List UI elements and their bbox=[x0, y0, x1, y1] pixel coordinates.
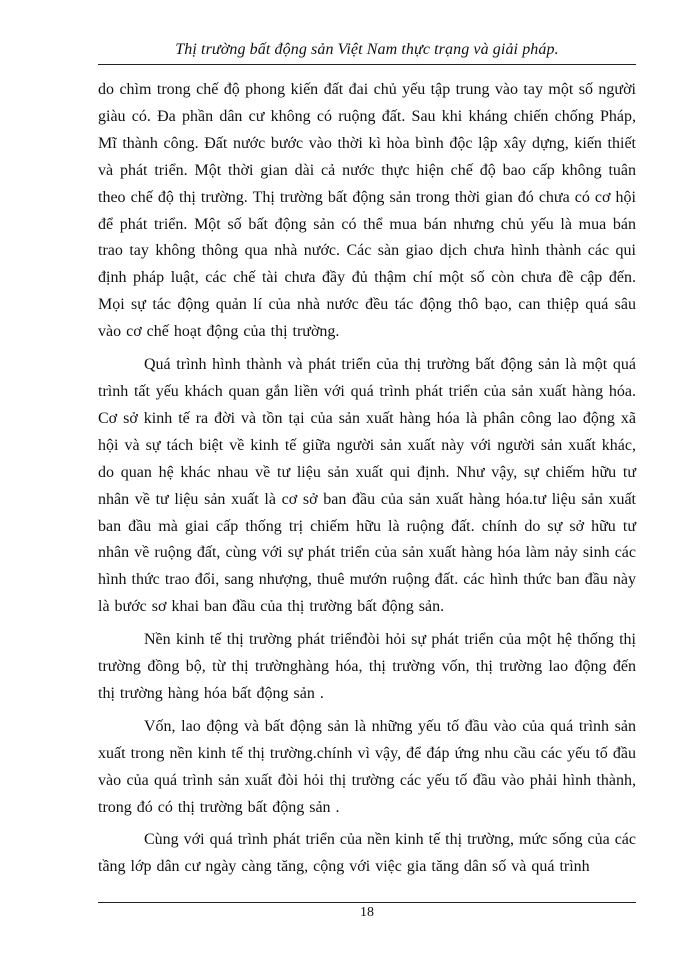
header-divider bbox=[98, 64, 636, 65]
paragraph-4: Vốn, lao động và bất động sản là những yếu tố đầu vào của quá trình sản xuất trong nền kinh tế thị trường.chính vì vậy, để đáp ứng nhu cầu các yếu tố đầu vào của quá trình sản xuất đòi hỏi thị trường các yếu tố đầu vào phải hình thành, trong đó có thị trường bất động sản . bbox=[98, 717, 636, 816]
footer-divider bbox=[98, 902, 636, 903]
page-number: 18 bbox=[360, 905, 374, 920]
running-header: Thị trường bất động sản Việt Nam thực trạng và giải pháp. bbox=[175, 41, 559, 58]
paragraph-2: Quá trình hình thành và phát triển của thị trường bất động sản là một quá trình tất yếu khách quan gắn liền với quá trình phát triển của sản xuất hàng hóa. Cơ sở kinh tế ra đời và tồn tại của sản xuất hàng hóa là phân công lao động xã hội và sự tách biệt về kinh tế giữa người sản xuất này với người sản xuất khác, do quan hệ khác nhau về tư liệu sản xuất qui định. Như vậy, sự chiếm hữu tư nhân về tư liệu sản xuất là cơ sở ban đầu của sản xuất hàng hóa.tư liệu sản xuất ban đầu mà giai cấp thống trị chiếm hữu là ruộng đất. chính do sự sở hữu tư nhân về ruộng đất, cùng với sự phát triển của sản xuất hàng hóa làm nảy sinh các hình thức trao đổi, sang nhượng, thuê mướn ruộng đất. các hình thức ban đầu này là bước sơ khai ban đầu của thị trường bất động sản. bbox=[98, 356, 636, 616]
paragraph-1: do chìm trong chế độ phong kiến đất đai chủ yếu tập trung vào tay một số người giàu có. Đa phần dân cư không có ruộng đất. Sau khi kháng chiến chống Pháp, Mĩ thành công. Đất nước bước vào thời kì hòa bình độc lập xây dựng, kiến thiết và phát triển. Một thời gian dài cả nước thực hiện chế độ bao cấp không tuân theo chế độ thị trường. Thị trường bất động sản trong thời gian đó chưa có cơ hội để phát triển. Một số bất động sản có thể mua bán nhưng chủ yếu là mua bán trao tay không thông qua nhà nước. Các sàn giao dịch chưa hình thành các qui định pháp luật, các chế tài chưa đầy đủ thậm chí một số còn chưa đề cập đến. Mọi sự tác động quản lí của nhà nước đều tác động thô bạo, can thiệp quá sâu vào cơ chế hoạt động của thị trường. bbox=[98, 81, 636, 341]
document-body bbox=[98, 77, 636, 887]
paragraph-3: Nền kinh tế thị trường phát triểnđòi hỏi sự phát triển của một hệ thống thị trường đồng bộ, từ thị trườnghàng hóa, thị trường vốn, thị trường lao động đến thị trường hàng hóa bất động sản . bbox=[98, 631, 636, 702]
paragraph-5: Cùng với quá trình phát triển của nền kinh tế thị trường, mức sống của các tầng lớp dân cư ngày càng tăng, cộng với việc gia tăng dân số và quá trình bbox=[98, 831, 636, 876]
